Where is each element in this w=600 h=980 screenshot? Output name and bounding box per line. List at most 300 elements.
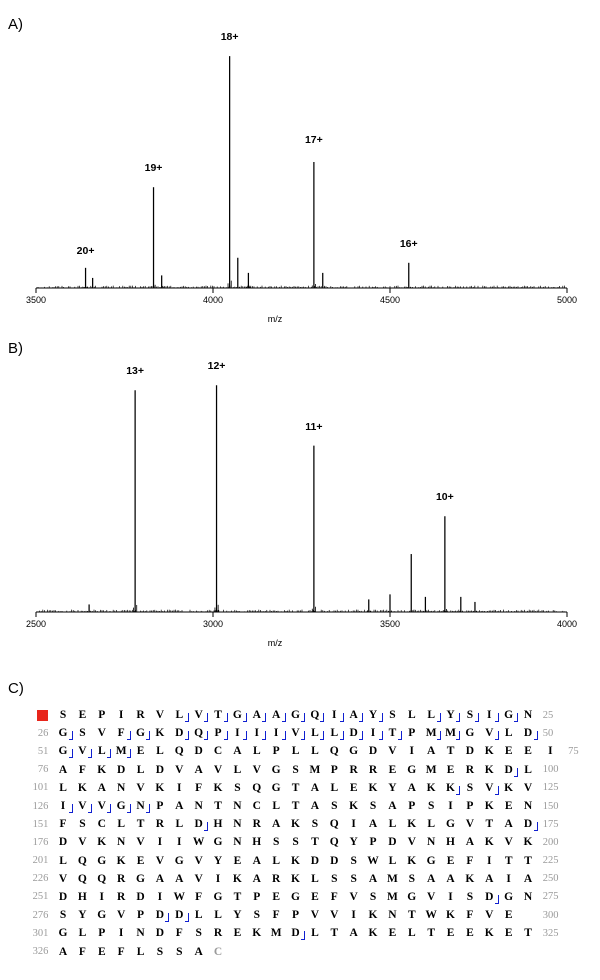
residue-cell (286, 706, 305, 724)
residue-letter: P (156, 800, 164, 813)
residue-letter: I (332, 709, 337, 722)
residue-cell (480, 706, 499, 724)
residue (56, 818, 71, 830)
residue-cell (383, 797, 402, 815)
fragment-cleavage-marker (301, 713, 305, 722)
residue-cell (518, 870, 537, 888)
fragment-cleavage-marker (437, 713, 441, 722)
residue-letter: R (213, 927, 223, 940)
residue-cell (53, 779, 72, 797)
residue-letter: G (58, 927, 68, 940)
residue-cell (499, 779, 518, 797)
residue (56, 855, 71, 867)
residue (133, 946, 148, 958)
residue (366, 909, 381, 921)
residue (191, 873, 206, 885)
residue-cell (111, 742, 130, 760)
residue-letter: K (97, 763, 107, 776)
fragment-cleavage-marker (224, 731, 228, 740)
residue-cell (518, 852, 537, 870)
residue-cell (325, 779, 344, 797)
residue-letter: R (368, 763, 378, 776)
residue-cell (344, 706, 363, 724)
fragment-cleavage-marker (282, 713, 286, 722)
residue-cell (150, 815, 169, 833)
residue-letter: D (349, 727, 358, 740)
fragment-cleavage-marker (301, 731, 305, 740)
residue-letter: V (78, 745, 87, 758)
residue-letter: I (351, 818, 356, 831)
residue-cell (228, 779, 247, 797)
residue (288, 909, 303, 921)
residue (211, 782, 226, 794)
residue-cell (208, 724, 227, 742)
residue-cell (247, 815, 266, 833)
residue (443, 764, 458, 776)
residue (482, 727, 497, 739)
residue-letter: L (407, 709, 416, 722)
spectrum-b-xlabel: m/z (267, 638, 283, 648)
residue-cell (131, 724, 150, 742)
residue (307, 709, 322, 721)
fragment-cleavage-marker (475, 713, 479, 722)
residue (249, 709, 264, 721)
residue-letter: V (117, 909, 126, 922)
fragment-cleavage-marker (534, 731, 538, 740)
residue (346, 855, 361, 867)
residue (288, 800, 303, 812)
residue-letter: I (157, 836, 163, 849)
residue (482, 800, 497, 812)
residue (288, 927, 303, 939)
residue-cell (189, 852, 208, 870)
residue-cell (325, 870, 344, 888)
residue (172, 782, 187, 794)
residue-cell (247, 797, 266, 815)
residue (191, 800, 206, 812)
residue-letter: L (330, 727, 339, 740)
residue (346, 873, 361, 885)
residue-cell (131, 742, 150, 760)
residue-letter: D (155, 909, 165, 922)
residue-cell (247, 852, 266, 870)
residue-cell (189, 833, 208, 851)
residue-letter: K (484, 927, 494, 940)
residue (404, 782, 419, 794)
residue-cell (228, 797, 247, 815)
residue-cell (460, 870, 479, 888)
residue (366, 764, 381, 776)
residue-cell-empty (325, 942, 344, 960)
residue-cell (363, 815, 382, 833)
residue (443, 873, 458, 885)
residue-letter: L (252, 745, 261, 758)
row-end-number: 225 (542, 855, 559, 867)
residue-letter: T (311, 836, 319, 849)
residue (404, 927, 419, 939)
residue-letter: K (291, 818, 300, 831)
residue-letter: G (271, 763, 281, 776)
residue (191, 764, 206, 776)
residue (172, 836, 187, 848)
residue (307, 818, 322, 830)
residue-cell (150, 761, 169, 779)
residue-cell (518, 924, 537, 942)
residue-cell (208, 797, 227, 815)
residue-letter: G (136, 727, 145, 740)
residue-letter: A (310, 781, 320, 794)
residue-letter: A (388, 800, 397, 813)
residue-cell (247, 724, 266, 742)
residue-cell (150, 797, 169, 815)
residue-letter: V (194, 872, 203, 885)
residue-letter: C (97, 818, 106, 831)
residue (327, 873, 342, 885)
residue (230, 745, 245, 757)
residue-cell-empty (363, 942, 382, 960)
residue-letter: V (78, 800, 87, 813)
residue-letter: M (386, 872, 398, 885)
residue-letter: M (270, 927, 282, 940)
residue (366, 782, 381, 794)
residue-cell (363, 833, 382, 851)
residue-cell (247, 761, 266, 779)
residue (249, 909, 264, 921)
residue-letter: K (155, 781, 165, 794)
residue-cell (363, 761, 382, 779)
residue (462, 709, 477, 721)
residue-letter: P (272, 745, 280, 758)
panel-c-label: C) (8, 680, 24, 697)
peak-charge-label: 11+ (305, 420, 323, 433)
residue (424, 800, 439, 812)
residue (366, 818, 381, 830)
residue-cell (150, 779, 169, 797)
residue-cell (92, 924, 111, 942)
residue-cell (363, 706, 382, 724)
residue-cell (131, 888, 150, 906)
residue (230, 891, 245, 903)
residue-letter: H (77, 890, 87, 903)
residue-letter: L (233, 763, 242, 776)
residue-cell (402, 815, 421, 833)
residue-cell (383, 852, 402, 870)
residue (249, 927, 264, 939)
residue-letter: A (368, 872, 378, 885)
fragment-cleavage-marker (437, 731, 441, 740)
residue-cell (480, 852, 499, 870)
residue (443, 836, 458, 848)
residue (133, 891, 148, 903)
residue-letter: V (504, 836, 513, 849)
residue-letter: W (367, 854, 379, 867)
residue-letter: L (291, 745, 300, 758)
fragment-cleavage-marker (456, 786, 460, 795)
row-start-number: 151 (32, 818, 49, 830)
residue-letter: C (213, 945, 223, 958)
residue-cell (53, 833, 72, 851)
residue-letter: L (175, 709, 184, 722)
residue-cell (499, 870, 518, 888)
residue-letter: V (310, 909, 320, 922)
residue-letter: P (408, 727, 416, 740)
residue-letter: T (214, 800, 222, 813)
residue-cell (266, 724, 285, 742)
fragment-cleavage-marker (69, 804, 73, 813)
residue-cell (480, 761, 499, 779)
residue (288, 745, 303, 757)
residue-cell (247, 706, 266, 724)
residue-letter: S (79, 727, 86, 740)
residue (94, 836, 109, 848)
residue (501, 800, 516, 812)
residue-cell (363, 852, 382, 870)
residue-letter: G (58, 727, 68, 740)
residue-cell (228, 742, 247, 760)
residue (249, 836, 264, 848)
residue-letter: K (368, 781, 378, 794)
residue-cell (53, 870, 72, 888)
residue (366, 800, 381, 812)
residue-letter: D (523, 818, 533, 831)
residue-letter: T (388, 727, 397, 740)
residue (172, 764, 187, 776)
residue (366, 836, 381, 848)
residue (462, 836, 477, 848)
residue-letter: A (504, 818, 513, 831)
residue-cell (305, 888, 324, 906)
residue (172, 873, 187, 885)
residue-letter: F (59, 818, 67, 831)
residue (385, 909, 400, 921)
residue-cell (208, 906, 227, 924)
xtick-label: 3500 (25, 295, 47, 305)
residue (482, 782, 497, 794)
residue-cell (73, 761, 92, 779)
residue-cell (92, 833, 111, 851)
residue (327, 927, 342, 939)
residue-letter: L (97, 745, 106, 758)
residue (133, 927, 148, 939)
residue-cell-empty (460, 942, 479, 960)
residue-cell (441, 815, 460, 833)
residue (191, 745, 206, 757)
residue-cell (499, 742, 518, 760)
residue-cell (325, 742, 344, 760)
residue-letter: D (194, 745, 203, 758)
residue-cell (499, 797, 518, 815)
residue-letter: K (291, 872, 300, 885)
residue-letter: E (466, 927, 474, 940)
residue (211, 800, 226, 812)
residue (288, 818, 303, 830)
residue-cell (325, 815, 344, 833)
residue-cell (480, 833, 499, 851)
residue-letter: W (173, 890, 186, 903)
fragment-cleavage-marker (320, 713, 324, 722)
residue (230, 800, 245, 812)
residue (482, 745, 497, 757)
residue (462, 891, 477, 903)
residue-letter: N (388, 909, 397, 922)
peak-charge-label: 10+ (435, 491, 454, 504)
residue (307, 836, 322, 848)
residue-cell (111, 906, 130, 924)
residue-letter: I (177, 781, 182, 794)
residue-cell (305, 724, 324, 742)
residue-letter: K (484, 745, 494, 758)
residue-cell (111, 724, 130, 742)
residue-letter: E (136, 745, 145, 758)
residue-cell (344, 815, 363, 833)
residue-cell (92, 706, 111, 724)
residue (501, 891, 516, 903)
residue-letter: K (446, 781, 455, 794)
nterminal-red-box (37, 710, 48, 721)
residue-letter: W (192, 836, 205, 849)
residue (269, 782, 284, 794)
residue-cell (111, 924, 130, 942)
residue-letter: V (136, 781, 145, 794)
panel-a-label: A) (8, 16, 23, 33)
residue (327, 764, 342, 776)
residue (307, 727, 322, 739)
residue-letter: V (136, 836, 145, 849)
residue-letter: N (136, 800, 145, 813)
residue-cell (441, 852, 460, 870)
residue-letter: L (136, 945, 145, 958)
residue-letter: V (155, 854, 165, 867)
residue-cell (480, 815, 499, 833)
residue (269, 909, 284, 921)
residue-letter: S (176, 945, 183, 958)
spectrum-b (28, 342, 573, 632)
residue-letter: S (389, 709, 396, 722)
residue-letter: P (98, 927, 106, 940)
residue-cell (480, 906, 499, 924)
residue (75, 836, 90, 848)
residue (385, 855, 400, 867)
residue (94, 818, 109, 830)
residue (346, 927, 361, 939)
residue (307, 891, 322, 903)
row-start-number: 26 (37, 727, 49, 739)
residue (269, 855, 284, 867)
residue-cell-empty (402, 942, 421, 960)
residue-cell (189, 797, 208, 815)
row-end-number: 25 (542, 709, 554, 721)
residue (404, 855, 419, 867)
residue (230, 764, 245, 776)
residue-cell (383, 779, 402, 797)
residue-cell (344, 870, 363, 888)
residue-cell (92, 870, 111, 888)
residue (307, 745, 322, 757)
residue (269, 873, 284, 885)
nterminal-marker-cell (28, 706, 53, 724)
residue-letter: H (446, 836, 455, 849)
residue-letter: T (330, 927, 339, 940)
residue (211, 818, 226, 830)
residue-letter: E (97, 945, 106, 958)
residue-letter: Y (368, 709, 378, 722)
row-start-number: 226 (32, 873, 49, 885)
residue-cell (73, 706, 92, 724)
residue-letter: K (426, 781, 436, 794)
residue-cell (228, 870, 247, 888)
residue-cell (421, 742, 440, 760)
residue-letter: I (448, 890, 453, 903)
residue (75, 873, 90, 885)
residue-letter: K (407, 854, 417, 867)
residue-letter: H (252, 836, 262, 849)
panel-b-label: B) (8, 340, 23, 357)
residue-letter: R (252, 818, 261, 831)
sequence-row (28, 724, 588, 742)
residue (521, 709, 536, 721)
residue-letter: F (117, 727, 125, 740)
residue (543, 745, 558, 757)
residue (211, 873, 226, 885)
row-start-number: 251 (32, 891, 49, 903)
residue-letter: T (485, 818, 494, 831)
fragment-cleavage-marker (204, 731, 208, 740)
row-end-number: 125 (542, 782, 559, 794)
residue-cell (402, 761, 421, 779)
residue (75, 909, 90, 921)
residue-cell (208, 888, 227, 906)
residue (346, 836, 361, 848)
residue-letter: V (485, 909, 494, 922)
row-end-number: 75 (568, 745, 579, 757)
residue-letter: I (273, 727, 279, 740)
residue-letter: E (388, 927, 397, 940)
residue-cell (73, 779, 92, 797)
residue (172, 727, 187, 739)
residue-letter: I (177, 836, 182, 849)
residue (424, 891, 439, 903)
residue-letter: A (523, 872, 533, 885)
residue (114, 709, 129, 721)
residue (114, 873, 129, 885)
residue-cell (518, 833, 537, 851)
residue (521, 745, 536, 757)
residue-cell (247, 924, 266, 942)
residue-letter: K (368, 927, 378, 940)
residue-cell (499, 724, 518, 742)
peak-charge-label: 17+ (304, 134, 323, 147)
residue-letter: P (253, 890, 261, 903)
residue (443, 745, 458, 757)
residue-cell (111, 942, 130, 960)
residue (249, 745, 264, 757)
residue-cell-empty (518, 906, 537, 924)
residue-cell (383, 761, 402, 779)
residue-letter: N (117, 836, 126, 849)
residue (114, 891, 129, 903)
residue (56, 873, 71, 885)
residue (56, 764, 71, 776)
residue-letter: L (311, 745, 319, 758)
residue-cell (131, 706, 150, 724)
residue-cell (92, 797, 111, 815)
residue (114, 909, 129, 921)
residue-letter: G (97, 909, 107, 922)
residue (133, 745, 148, 757)
residue-letter: H (213, 818, 223, 831)
residue-letter: P (98, 709, 106, 722)
residue-letter: E (233, 854, 242, 867)
